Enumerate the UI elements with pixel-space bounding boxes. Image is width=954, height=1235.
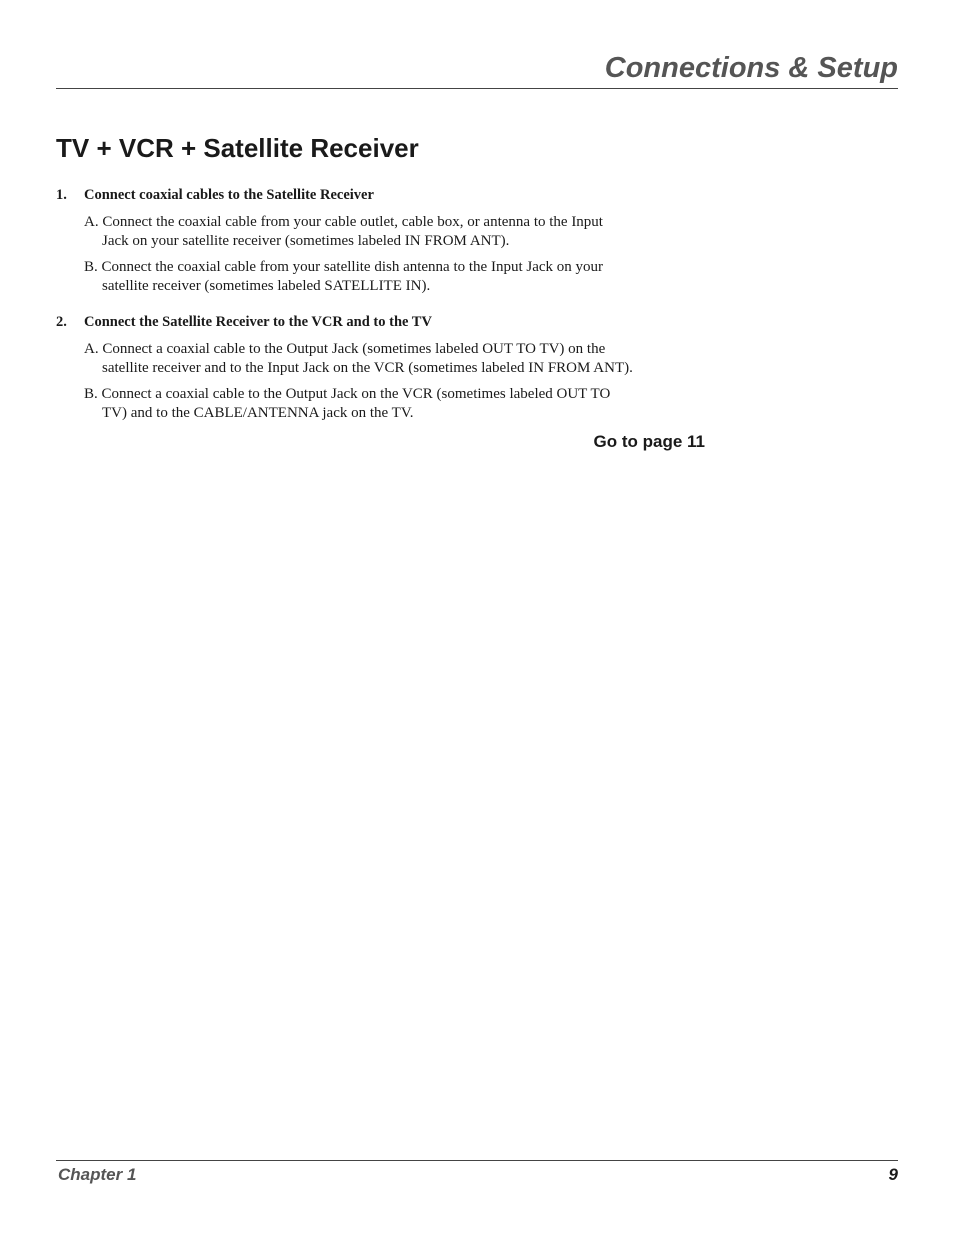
substep-line: TV) and to the CABLE/ANTENNA jack on the TV. <box>102 405 414 421</box>
go-to-page-link[interactable]: Go to page 11 <box>593 432 705 451</box>
header-divider <box>56 88 898 89</box>
substep-line: A. Connect a coaxial cable to the Output Jack (sometimes labeled OUT TO TV) on the <box>84 341 606 357</box>
section-header-title: Connections & Setup <box>604 52 898 84</box>
substep-line: A. Connect the coaxial cable from your cable outlet, cable box, or antenna to the Input <box>84 214 603 230</box>
substep-line: Jack on your satellite receiver (sometimes labeled IN FROM ANT). <box>102 233 510 249</box>
step-2-substep-b <box>84 385 714 423</box>
step-1-number: 1. <box>56 187 67 203</box>
footer-chapter: Chapter 1 <box>58 1165 137 1184</box>
substep-line: satellite receiver and to the Input Jack on the VCR (sometimes labeled IN FROM ANT). <box>102 360 633 376</box>
footer-divider <box>56 1160 898 1161</box>
page-title: TV + VCR + Satellite Receiver <box>56 133 419 163</box>
substep-line: B. Connect a coaxial cable to the Output Jack on the VCR (sometimes labeled OUT TO <box>84 386 611 402</box>
step-2-heading-text: Connect the Satellite Receiver to the VCR and to the TV <box>84 314 432 330</box>
step-2-substep-a <box>84 340 714 378</box>
step-1-heading <box>56 185 374 205</box>
substep-line: B. Connect the coaxial cable from your satellite dish antenna to the Input Jack on your <box>84 259 604 275</box>
step-2-heading <box>56 312 432 332</box>
substep-line: satellite receiver (sometimes labeled SATELLITE IN). <box>102 278 431 294</box>
step-1-heading-text: Connect coaxial cables to the Satellite Receiver <box>84 187 374 203</box>
step-1-substep-b <box>84 258 714 296</box>
step-2-number: 2. <box>56 314 67 330</box>
footer-page-number: 9 <box>888 1165 898 1184</box>
step-1-substep-a <box>84 213 714 251</box>
